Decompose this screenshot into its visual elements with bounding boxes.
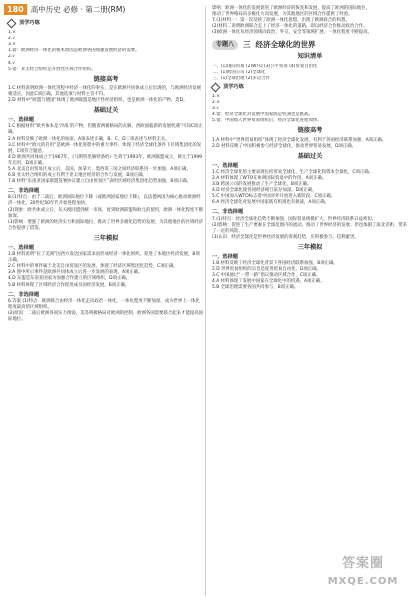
section-heading: 链接高考 [93, 75, 119, 83]
answer-paragraph: (2)原因：二战后欧洲各国实力削弱，美苏两极格局对欧洲的控制，欧洲各国需要联合起来才能提高国际地位。 [8, 310, 204, 323]
section-heading: 知识清单 [297, 53, 323, 61]
column-divider [205, 6, 206, 596]
right-column [212, 6, 408, 292]
answer-line: 2.√ [8, 54, 15, 60]
answer-paragraph: 3.B 跨国公司的发展推动了生产全球化，B项正确。 [212, 182, 312, 188]
practice-tag: 顶学巧练 [212, 84, 244, 91]
answer-paragraph: 4.D 经济全球化使各国经济相互依存加深，D项正确。 [212, 188, 317, 194]
answer-paragraph: (2)现象：欧共体成立后，从关税同盟到统一市场，再到欧洲联盟和欧元的使用，欧洲一体化程度不断加深。 [8, 207, 204, 219]
answer-paragraph: 6.答案 (1)特点：欧洲联合由经济一体化走向政治一体化，一体化程度不断加深，成为世界上一体化程度最高的区域组织。 [8, 298, 200, 310]
answer-line: 4.错：经济全球化对发展中国家既是机遇也是挑战。 [212, 112, 313, 118]
answer-paragraph: 4.D 东盟是东南亚国家为加强合作建立的区域组织，D项正确。 [8, 276, 131, 282]
answer-paragraph: 1.A 材料中“世界贸易组织”体现了经济全球化发展，有利于各国经济联系加强，A项正确。 [212, 137, 387, 143]
answer-paragraph: 7.B 材料“东南亚国家联盟签署协议建立自由贸易区”表明区域经济集团化趋势加强，B项正确。 [8, 179, 192, 185]
answer-line: 2.√ [8, 36, 15, 42]
answer-paragraph: 6.B 亚太经合组织的成立有利于亚太地区经济的合作与发展，B项正确。 [8, 173, 147, 179]
answer-paragraph: 2.C 材料中的事件属于北美自由贸易区的发展，体现了经济区域集团化趋势，C项正确。 [8, 264, 178, 270]
answer-paragraph: (2)材料二说明欧洲联合走上了经济一体化的道路，即以经济合作推动政治合作。 [212, 24, 368, 30]
section-heading: 基础过关 [297, 152, 323, 160]
answer-line: 3.× [8, 42, 16, 48]
answer-paragraph: 1.B 材料说明“拉丁美洲”因西方发达国家需求而形成经济一体化组织，促进了本地区经济发展，B项正确。 [8, 252, 200, 264]
answer-line: 1.× [212, 93, 220, 99]
answer-paragraph: (2)影响：促进了生产要素在全球范围内的流动，推动了世界经济的发展；但也加剧了南北差距，带来了一定的风险。 [212, 222, 408, 234]
subsection-heading: 二、非选择题 [8, 291, 40, 298]
answer-paragraph: 3.A 图中所示事件是欧洲共同体成立后进一步发展的表现，A项正确。 [8, 270, 143, 276]
page-number: 180 [4, 4, 27, 15]
answer-line: 一、(1)国际贸易 (2)WTO (3)公平贸易 (4)贸易自由化 [212, 63, 318, 69]
answer-paragraph: 3.C 材料中“欧元的启用”是欧洲一体化进程中的重大事件，体现了经济全球化条件下区域集团化的发展，C项符合题意。 [8, 142, 202, 154]
answer-paragraph: 4.A 材料体现了发展中国家在全球化中的机遇，A项正确。 [212, 279, 325, 285]
chapter-title: 经济全球化的世界 [255, 40, 316, 50]
left-column [8, 18, 204, 323]
diamond-icon [211, 82, 221, 92]
answer-paragraph: (3)欧洲一体化从经济领域向政治、外交、安全等领域扩展，一体化程度不断提高。 [212, 30, 372, 36]
answer-line: 1.× [8, 30, 16, 36]
subsection-heading: 二、非选择题 [212, 209, 244, 216]
answer-paragraph: 8.(1)特点：由于二战后，欧洲国际地位下降（或欧洲国家地位下降），以法德两国为核心推动欧洲经济一体化，20世纪50年代开始进程加快。 [8, 195, 201, 207]
answer-line: 3.√ [212, 106, 219, 112]
answer-paragraph: 推动了世界格局向多极化方向发展，为其他地区的区域合作提供了经验。 [212, 12, 353, 18]
answer-line: 5.错：中国加入世界贸易组织后，经济全球化进程加快。 [212, 118, 322, 124]
answer-paragraph: 2.D 材料反映了中国积极参与经济全球化，推动世界贸易发展，D项正确。 [212, 143, 357, 149]
answer-paragraph: 1.B 材料反映了经济全球化背景下各国经济联系加强，B项正确。 [212, 261, 338, 267]
section-heading: 三年模拟 [297, 243, 323, 251]
chapter-badge: 专题八 [212, 40, 238, 50]
subsection-heading: 一、选择题 [212, 254, 238, 260]
watermark [318, 546, 408, 596]
section-heading: 链接高考 [297, 127, 323, 135]
subsection-heading: 一、选择题 [8, 117, 34, 124]
practice-tag: 顶学巧练 [8, 20, 40, 27]
subsection-heading: 一、选择题 [8, 245, 34, 251]
chapter-number: 三 [243, 40, 251, 50]
answer-paragraph: 1.C 材料说明欧洲一体化进程中经济一体化的事实，是在欧洲共同体成立后出现的，与欧洲经济发展相适应，因此C项正确。其他选项与材料主旨不符。 [8, 85, 202, 97]
answer-paragraph: 1.C 根据材料“欧共体本是‘冷战’的产物，但随着两极格局的瓦解，西欧面临新的发展机遇”可知C项正确。 [8, 124, 203, 136]
answer-paragraph: 2.D 世界贸易组织的宗旨是促进贸易自由化，D项正确。 [212, 267, 321, 273]
answer-line: 2.× [212, 100, 220, 106]
subsection-heading: 二、非选择题 [8, 188, 40, 195]
answer-paragraph: (3)认识：经济全球化是世界经济发展的客观趋势，应积极参与、趋利避害。 [212, 234, 359, 240]
diamond-icon [7, 19, 17, 29]
answer-line: 1.错：欧洲经济一体化的根本原因是欧洲各国加强发展经济的需要。 [8, 48, 140, 54]
answer-paragraph: 4.D 欧洲共同体成立于1967年，《马斯特里赫特条约》生效于1993年，欧洲联盟成立，欧元于1999年启用，D项正确。 [8, 154, 202, 166]
answer-paragraph: 1.C 经济全球化的主要表现包括贸易全球化、生产全球化和资本全球化，C项正确。 [212, 169, 374, 175]
watermark-url: MXQE.COM [327, 576, 399, 587]
answer-paragraph: 5.B 全球治理需要各国共同参与，B项正确。 [212, 285, 299, 291]
answer-line: 二、(1)跨国公司 (2)全球化 [212, 69, 266, 75]
answer-line: 三、(1)全球治理 (2)多边合作 [212, 75, 270, 81]
answer-paragraph: 2.A 材料反映了欧洲一体化的加深，A项表述正确，B、C、D三项表述与材料无关。 [8, 136, 170, 142]
answer-paragraph: 影响：欧洲一体化的发展促进了欧洲经济的恢复和发展，提高了欧洲的国际地位， [212, 6, 371, 11]
answer-paragraph: 5.B 材料体现了区域经济合作促进成员国经济发展，B项正确。 [8, 282, 130, 288]
answer-paragraph: (3)影响：增强了欧洲的经济实力和国际地位，推动了世界多极化趋势的发展；为其他地区的区域经济合作提供了借鉴。 [8, 219, 204, 231]
answer-paragraph: 7.(1)材料一：第一次反映了欧洲一体化思想，出现了欧洲联合的构想。 [212, 18, 350, 24]
answer-paragraph: 2.A 材料体现了WTO在协调国际贸易中的作用，A项正确。 [212, 175, 327, 181]
answer-paragraph: 3.C 中国通过“一带一路”倡议推动区域合作，C项正确。 [212, 273, 321, 279]
subsection-heading: 一、选择题 [212, 162, 238, 169]
answer-paragraph: 5.C 中国加入WTO标志着中国对外开放进入新阶段，C项正确。 [212, 194, 336, 200]
answer-line: 5.错：亚太经合组织是开放性区域合作组织。 [8, 66, 96, 72]
page-header [4, 3, 208, 16]
answer-paragraph: 7.(1)特点：经济全球化趋势不断加强，国际贸易规模扩大，世界经济联系日益密切。 [212, 216, 377, 222]
answer-paragraph: 2.D 材料中“欧盟与德国”体现了欧洲联盟是地区性经济组织，也是欧洲一体化的产物，选D。 [8, 98, 188, 104]
watermark-text: 答案圈 [341, 556, 384, 571]
answer-line: 4.√ [8, 60, 15, 66]
book-title: 高中历史 必修 · 第二册(RM) [30, 5, 126, 14]
section-heading: 基础过关 [93, 107, 119, 115]
section-heading: 三年模拟 [93, 234, 119, 242]
answer-paragraph: 6.A 经济全球化对发展中国家既有机遇也有挑战，A项正确。 [212, 200, 329, 206]
chapter-heading [212, 40, 408, 50]
answer-paragraph: 5.A 北美自由贸易区成立后，美国、加拿大、墨西哥三国之间经济联系进一步加强，A项正确。 [8, 166, 191, 172]
